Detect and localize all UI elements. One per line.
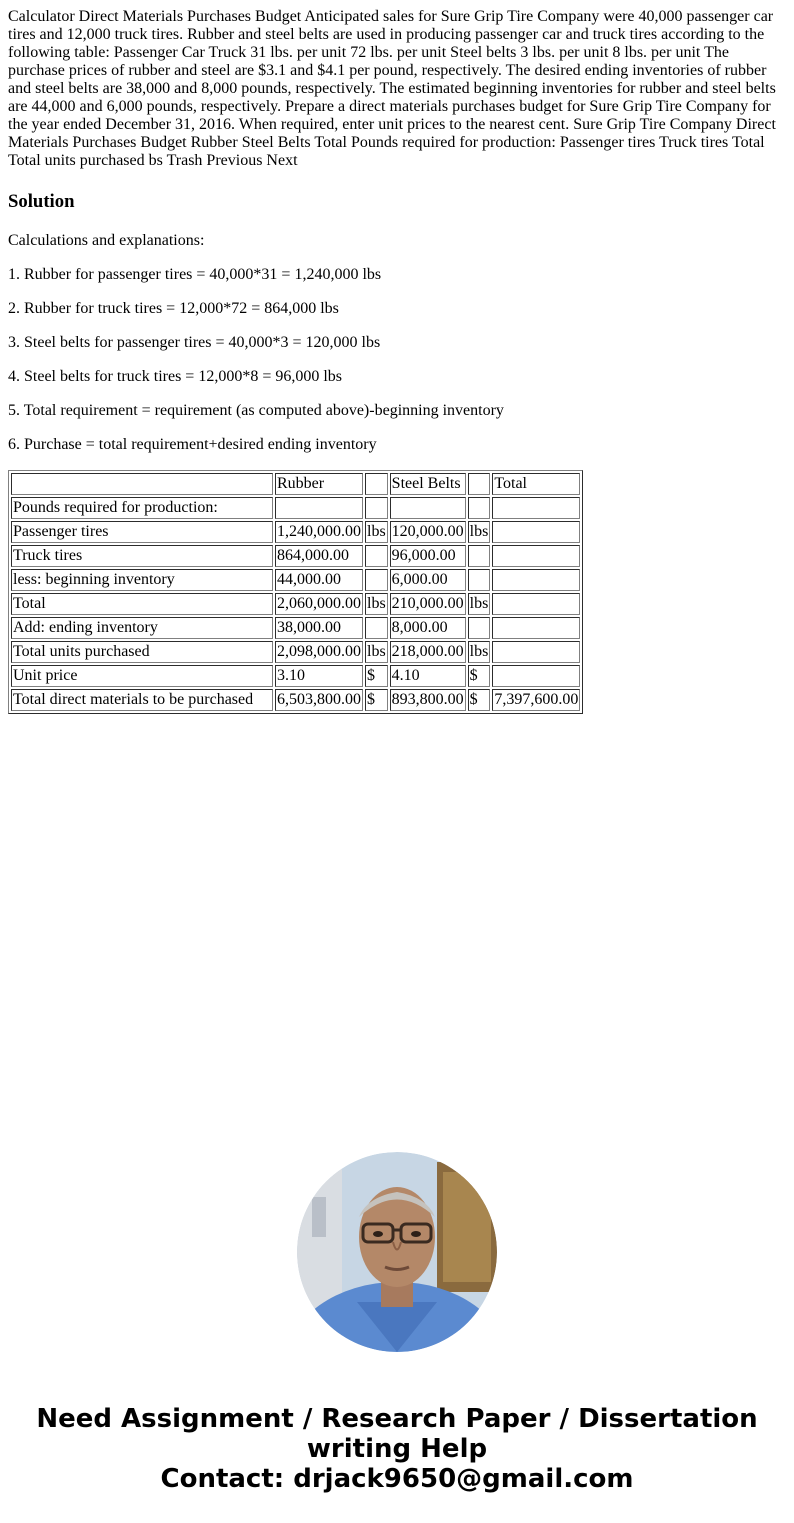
table-cell <box>275 497 363 519</box>
table-cell: lbs <box>365 593 388 615</box>
table-cell: Total units purchased <box>11 641 273 663</box>
table-cell: 2,098,000.00 <box>275 641 363 663</box>
table-cell <box>365 617 388 639</box>
table-cell: 8,000.00 <box>390 617 466 639</box>
table-row <box>11 545 580 567</box>
table-row <box>11 593 580 615</box>
table-cell: 6,000.00 <box>390 569 466 591</box>
table-cell: 218,000.00 <box>390 641 466 663</box>
table-cell: 3.10 <box>275 665 363 687</box>
table-cell <box>390 497 466 519</box>
table-cell: 6,503,800.00 <box>275 689 363 711</box>
table-cell: 96,000.00 <box>390 545 466 567</box>
table-cell <box>468 497 491 519</box>
table-cell <box>492 545 580 567</box>
table-cell: lbs <box>468 521 491 543</box>
table-cell: $ <box>468 665 491 687</box>
table-row <box>11 641 580 663</box>
table-cell: Total <box>11 593 273 615</box>
table-cell: Add: ending inventory <box>11 617 273 639</box>
solution-step: 6. Purchase = total requirement+desired ending inventory <box>8 436 377 453</box>
table-cell: 7,397,600.00 <box>492 689 580 711</box>
promo-line: writing Help <box>306 1434 488 1464</box>
table-cell: $ <box>365 665 388 687</box>
avatar-photo <box>297 1152 497 1352</box>
solution-step: 1. Rubber for passenger tires = 40,000*31 = 1,240,000 lbs <box>8 266 382 283</box>
table-cell: 4.10 <box>390 665 466 687</box>
table-cell <box>468 473 491 495</box>
table-cell: $ <box>365 689 388 711</box>
table-cell: 210,000.00 <box>390 593 466 615</box>
table-cell: 2,060,000.00 <box>275 593 363 615</box>
table-cell <box>492 569 580 591</box>
avatar <box>297 1152 497 1352</box>
table-cell <box>492 521 580 543</box>
solution-heading: Solution <box>8 191 75 212</box>
solution-step: 2. Rubber for truck tires = 12,000*72 = 864,000 lbs <box>8 300 339 317</box>
table-cell: Passenger tires <box>11 521 273 543</box>
table-cell: 1,240,000.00 <box>275 521 363 543</box>
table-cell: $ <box>468 689 491 711</box>
solution-intro: Calculations and explanations: <box>8 232 205 249</box>
table-cell <box>492 665 580 687</box>
table-cell <box>365 545 388 567</box>
table-cell: Unit price <box>11 665 273 687</box>
table-cell: lbs <box>468 593 491 615</box>
table-cell: 864,000.00 <box>275 545 363 567</box>
table-cell: Truck tires <box>11 545 273 567</box>
table-cell <box>468 569 491 591</box>
table-row <box>11 569 580 591</box>
solution-step: 3. Steel belts for passenger tires = 40,000*3 = 120,000 lbs <box>8 334 381 351</box>
table-cell <box>11 473 273 495</box>
table-cell <box>492 641 580 663</box>
purchases-budget-table <box>8 470 583 714</box>
table-cell: Pounds required for production: <box>11 497 273 519</box>
table-cell <box>492 497 580 519</box>
table-cell: Total direct materials to be purchased <box>11 689 273 711</box>
promo-banner <box>0 1404 794 1494</box>
table-cell: lbs <box>468 641 491 663</box>
table-cell <box>492 593 580 615</box>
table-cell: Total <box>492 473 580 495</box>
table-cell <box>365 569 388 591</box>
author-photo-area <box>0 1152 794 1352</box>
table-cell <box>468 545 491 567</box>
table-cell <box>365 473 388 495</box>
table-cell: less: beginning inventory <box>11 569 273 591</box>
document-body <box>0 0 794 714</box>
table-cell: lbs <box>365 641 388 663</box>
table-cell <box>468 617 491 639</box>
table-cell: lbs <box>365 521 388 543</box>
table-cell <box>492 617 580 639</box>
solution-step: 4. Steel belts for truck tires = 12,000*8 = 96,000 lbs <box>8 368 343 385</box>
promo-contact: Contact: drjack9650@gmail.com <box>160 1464 634 1494</box>
table-row <box>11 665 580 687</box>
table-row <box>11 497 580 519</box>
table-row <box>11 689 580 711</box>
table-cell: Rubber <box>275 473 363 495</box>
table-row <box>11 521 580 543</box>
table-row <box>11 473 580 495</box>
question-text: Calculator Direct Materials Purchases Budget Anticipated sales for Sure Grip Tire Company were 40,000 passenger car tires and 12,000 truck tires. Rubber and steel belts are used in producing passenger car and truck tires according to the following table: Passenger Car Truck 31 lbs. per unit 72 lbs. per unit Steel belts 3 lbs. per unit 8 lbs. per unit The purchase prices of rubber and steel are $3.1 and $4.1 per pound, respectively. The desired ending inventories of rubber and steel belts are 38,000 and 8,000 pounds, respectively. The estimated beginning inventories for rubber and steel belts are 44,000 and 6,000 pounds, respectively. Prepare a direct materials purchases budget for Sure Grip Tire Company for the year ended December 31, 2016. When required, enter unit prices to the nearest cent. Sure Grip Tire Company Direct Materials Purchases Budget Rubber Steel Belts Total Pounds required for production: Passenger tires Truck tires Total Total units purchased bs Trash Previous Next <box>8 8 776 169</box>
table-row <box>11 617 580 639</box>
promo-line: Need Assignment / Research Paper / Dissertation <box>36 1404 758 1434</box>
table-cell: Steel Belts <box>390 473 466 495</box>
table-cell: 893,800.00 <box>390 689 466 711</box>
solution-step: 5. Total requirement = requirement (as computed above)-beginning inventory <box>8 402 504 419</box>
table-cell: 120,000.00 <box>390 521 466 543</box>
table-cell <box>365 497 388 519</box>
table-cell: 44,000.00 <box>275 569 363 591</box>
table-cell: 38,000.00 <box>275 617 363 639</box>
